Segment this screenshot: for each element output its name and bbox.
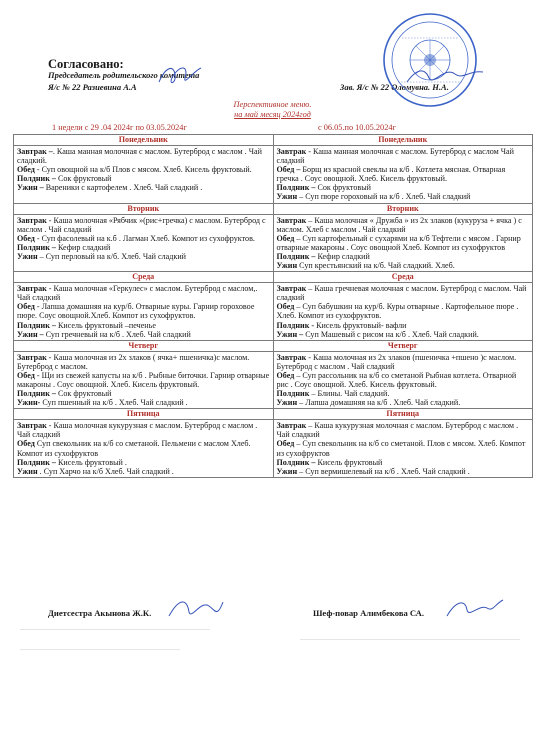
meal-label: Полдник – — [17, 242, 56, 252]
meal-text: Кисель фруктовый –печенье — [55, 320, 156, 330]
meal-entry — [277, 302, 530, 320]
meal-label: Завтрак – — [17, 147, 53, 156]
meal-entry — [17, 302, 270, 320]
chef-signature-icon — [445, 596, 505, 622]
meal-text: – Каша гречневая молочная с маслом. Бутерброд с маслом. Чай сладкий — [276, 284, 527, 303]
day-menu-cell-left — [14, 214, 274, 272]
meal-text: - Каша молочная кукурузная с маслом. Бутерброд с маслом . Чай сладкий — [17, 421, 258, 440]
meal-text: Суп крестьянский на к/б. Чай сладкий. Хлеб. — [297, 261, 455, 271]
meal-label: Завтрак — [276, 215, 307, 225]
meal-entry — [17, 371, 270, 389]
meal-entry — [277, 216, 530, 234]
meal-text: Кефир сладкий — [55, 242, 111, 252]
meal-text: - Суп фасолевый на к.б . Лагман Хлеб. Компот из сухофруктов. — [34, 233, 255, 243]
meal-label: Полдник — [276, 389, 310, 399]
bleed-through-texture — [20, 620, 520, 650]
meal-entry — [17, 284, 270, 302]
meal-entry — [277, 389, 530, 398]
meal-label: Ужин — [276, 192, 298, 202]
meal-text: Суп свекольник на к/б со сметаной. Пельмени с маслом Хлеб. Компот из сухофруктов — [17, 439, 251, 458]
meal-label: Обед — [276, 233, 295, 243]
meal-label: Завтрак — [17, 421, 47, 431]
meal-text: – Суп картофельный с сухарями на к/б Тефтели с мясом . Гарнир отварные макароны . Соус овощной Хлеб. Компот из сухофруктов — [276, 233, 521, 252]
meal-entry — [277, 421, 530, 439]
meal-label: Обед — [17, 370, 35, 380]
meal-text: – Лапша домашняя на к/б . Хлеб. Чай сладкий. — [297, 398, 461, 408]
meal-entry — [277, 192, 530, 201]
day-menu-cell-right — [273, 420, 533, 478]
meal-text: Суп пшенный на к/б . Хлеб. Чай сладкий . — [40, 398, 188, 408]
dietitian-signature-line: Диетсестра Акынова Ж.К. — [48, 608, 152, 618]
day-menu-cell-right — [273, 146, 533, 204]
meal-entry — [277, 330, 530, 339]
day-menu-cell-left — [14, 351, 274, 409]
head-signature-icon — [405, 64, 485, 90]
meal-label: Ужин – — [276, 329, 304, 339]
meal-label: Ужин — [276, 261, 298, 271]
day-menu-cell-left — [14, 420, 274, 478]
meal-text: – Каша молочная « Дружба » из 2х злаков (кукуруза + ячка ) с маслом. Хлеб с маслом . Чай сладкий — [276, 215, 522, 234]
meal-entry — [17, 398, 270, 407]
meal-label: Ужин — [17, 466, 38, 476]
meal-text: – Суп рассольник на к/б со сметаной Рыбная котлета. Отварной рис . Соус овощной. Хлеб. Кисель фруктовый. — [276, 370, 517, 389]
meal-label: Полдник – — [276, 183, 316, 193]
meal-entry — [277, 284, 530, 302]
meal-text: – Блины. Чай сладкий. — [309, 389, 390, 399]
meal-entry — [277, 234, 530, 252]
meal-text: Сок фруктовый — [55, 389, 112, 399]
day-heading-right: Вторник — [273, 203, 533, 214]
official-stamp-icon — [380, 10, 480, 110]
meal-entry — [17, 147, 270, 165]
meal-label: Полдник – — [276, 251, 316, 261]
meal-text: – Каша кукурузная молочная с маслом. Бутерброд с маслом . Чай сладкий — [276, 421, 519, 440]
meal-entry — [17, 243, 270, 252]
meal-entry — [277, 183, 530, 192]
day-heading-right: Пятница — [273, 409, 533, 420]
meal-entry — [17, 458, 270, 467]
meal-label: Обед — [17, 165, 35, 175]
meal-text: - Каша молочная «Геркулес» с маслом. Бутерброд с маслом,. Чай сладкий — [17, 284, 258, 303]
day-heading-right: Среда — [273, 272, 533, 283]
meal-entry — [277, 398, 530, 407]
day-menu-cell-right — [273, 214, 533, 272]
meal-label: Завтрак — [276, 421, 307, 431]
meal-text: – Суп свекольник на к/б со сметаной. Плов с мясом. Хлеб. Компот из сухофруктов — [276, 439, 526, 458]
day-menu-cell-left — [14, 283, 274, 341]
meal-entry — [17, 353, 270, 371]
meal-text: Сок фруктовый — [55, 174, 112, 184]
meal-entry — [17, 467, 270, 476]
meal-text: – Суп бабушкин на кур/б. Куры отварные . Картофельное пюре . Хлеб. Компот из сухофруктов. — [276, 302, 519, 321]
meal-label: Обед — [276, 302, 295, 312]
day-heading-left: Вторник — [14, 203, 274, 214]
day-heading-left: Пятница — [14, 409, 274, 420]
meal-label: Обед — [276, 439, 295, 449]
meal-entry — [17, 165, 270, 174]
menu-title — [0, 100, 545, 120]
meal-entry — [277, 147, 530, 165]
meal-text: - Суп овощной на к/б Плов с мясом. Хлеб. Кисель фруктовый. — [34, 165, 252, 175]
meal-label: Полдник – — [17, 389, 56, 399]
meal-entry — [17, 174, 270, 183]
meal-label: Обед – — [276, 165, 301, 175]
meal-label: Ужин — [17, 251, 38, 261]
chef-signature-line: Шеф-повар Алимбекова СА. — [313, 608, 425, 618]
day-heading-left: Понедельник — [14, 135, 274, 146]
meal-text: Вареники с картофелем . Хлеб. Чай сладкий . — [43, 183, 203, 193]
chair-title: Председатель родительского комитета — [48, 70, 200, 80]
meal-text: Кисель фруктовый . — [55, 457, 127, 467]
meal-text: Кисель фруктовый- вафли — [314, 320, 407, 330]
dietitian-signature-icon — [165, 596, 225, 622]
meal-entry — [277, 371, 530, 389]
meal-label: Завтрак — [17, 215, 47, 225]
meal-entry — [17, 421, 270, 439]
head-name-line: Зав. Я/с № 22 Оломувна. Н.А. — [340, 82, 449, 92]
meal-text: Кисель фруктовый — [315, 457, 383, 467]
meal-label: Обед — [276, 370, 295, 380]
menu-title-line2: на май месяц 2024год — [234, 110, 311, 119]
meal-entry — [17, 183, 270, 192]
meal-text: - Щи из свежей капусты на к/б . Рыбные биточки. Гарнир отварные макароны . Соус овощной. Хлеб. Кисель фруктовый. — [17, 370, 270, 389]
meal-entry — [17, 216, 270, 234]
meal-text: Сок фруктовый — [315, 183, 371, 193]
chair-signature-icon — [155, 60, 205, 90]
meal-label: Полдник - — [276, 320, 315, 330]
meal-label: Ужин – — [17, 329, 44, 339]
meal-label: Обед — [17, 233, 35, 243]
day-menu-cell-right — [273, 283, 533, 341]
meal-text: . Каша манная молочная с маслом. Бутерброд с маслом . Чай сладкий. — [17, 147, 262, 166]
meal-label: Ужин- — [17, 398, 41, 408]
day-heading-right: Четверг — [273, 340, 533, 351]
meal-entry — [277, 353, 530, 371]
meal-text: - Лапша домашняя на кур/б. Отварные куры. Гарнир гороховое пюре. Соус овощной.Хлеб. Компот из сухофруктов. — [17, 302, 255, 321]
meal-entry — [17, 439, 270, 457]
meal-text: – Суп перловый на к/б. Хлеб. Чай сладкий — [37, 251, 186, 261]
meal-entry — [277, 165, 530, 183]
meal-text: Суп гречневый на к/б . Хлеб. Чай сладкий — [43, 329, 191, 339]
meal-entry — [17, 234, 270, 243]
week2-label: с 06.05.по 10.05.2024г — [318, 123, 396, 132]
meal-label: Полдник – — [17, 174, 56, 184]
meal-text: Суп Машевый с рисом на к/б . Хлеб. Чай сладкий. — [303, 329, 479, 339]
meal-label: Завтрак — [17, 352, 47, 362]
meal-label: Обед — [17, 302, 35, 312]
day-menu-cell-right — [273, 351, 533, 409]
chair-name-line: Я/с № 22 Разиевина А.А — [48, 82, 137, 92]
day-heading-left: Четверг — [14, 340, 274, 351]
meal-entry — [277, 321, 530, 330]
day-heading-left: Среда — [14, 272, 274, 283]
meal-label: Завтрак — [276, 284, 307, 294]
meal-label: Обед — [17, 439, 35, 449]
meal-entry — [17, 252, 270, 261]
meal-text: – Суп вермишелевый на к/б . Хлеб. Чай сладкий . — [297, 466, 470, 476]
meal-entry — [17, 389, 270, 398]
day-heading-right: Понедельник — [273, 135, 533, 146]
meal-text: - Каша манная молочная с маслом. Бутерброд с маслом Чай сладкий — [276, 147, 514, 166]
week1-label: 1 недели с 29 .04 2024г по 03.05.2024г — [52, 123, 187, 132]
meal-text: - Каша молочная «Рябчик »(рис+гречка) с маслом. Бутерброд с маслом . Чай сладкий — [17, 215, 266, 234]
meal-label: Ужин — [276, 466, 298, 476]
meal-label: Ужин – — [17, 183, 44, 193]
meal-label: Завтрак — [276, 147, 307, 156]
meal-text: - Каша молочная из 2х злаков (пшеничка +пшено )с маслом. Бутерброд с маслом . Чай сладкий — [276, 352, 517, 371]
meal-label: Ужин — [276, 398, 298, 408]
day-menu-cell-left — [14, 146, 274, 204]
meal-label: Завтрак — [17, 284, 47, 294]
meal-text: . Суп Харчо на к/б Хлеб. Чай сладкий . — [37, 466, 174, 476]
meal-label: Полдник – — [17, 320, 56, 330]
meal-entry — [277, 458, 530, 467]
meal-text: – Суп пюре гороховый на к/б . Хлеб. Чай сладкий — [297, 192, 471, 202]
meal-text: - Каша молочная из 2х злаков ( ячка+ пшеничка)с маслом. Бутерброд с маслом. — [17, 352, 250, 371]
meal-entry — [277, 261, 530, 270]
meal-text: Борщ из красной свеклы на к/б . Котлета мясная. Отварная гречка . Соус овощной. Хлеб. Кисель фруктовый. — [276, 165, 506, 184]
meal-entry — [17, 330, 270, 339]
meal-entry — [277, 252, 530, 261]
meal-entry — [277, 439, 530, 457]
meal-entry — [277, 467, 530, 476]
meal-label: Полдник – — [17, 457, 56, 467]
meal-entry — [17, 321, 270, 330]
approved-heading: Согласовано: — [48, 57, 124, 71]
meal-label: Полдник – — [276, 457, 316, 467]
menu-title-line1: Перспективное меню. — [233, 100, 312, 109]
meal-text: Кефир сладкий — [315, 251, 370, 261]
menu-table — [13, 134, 533, 478]
meal-label: Завтрак — [276, 352, 307, 362]
